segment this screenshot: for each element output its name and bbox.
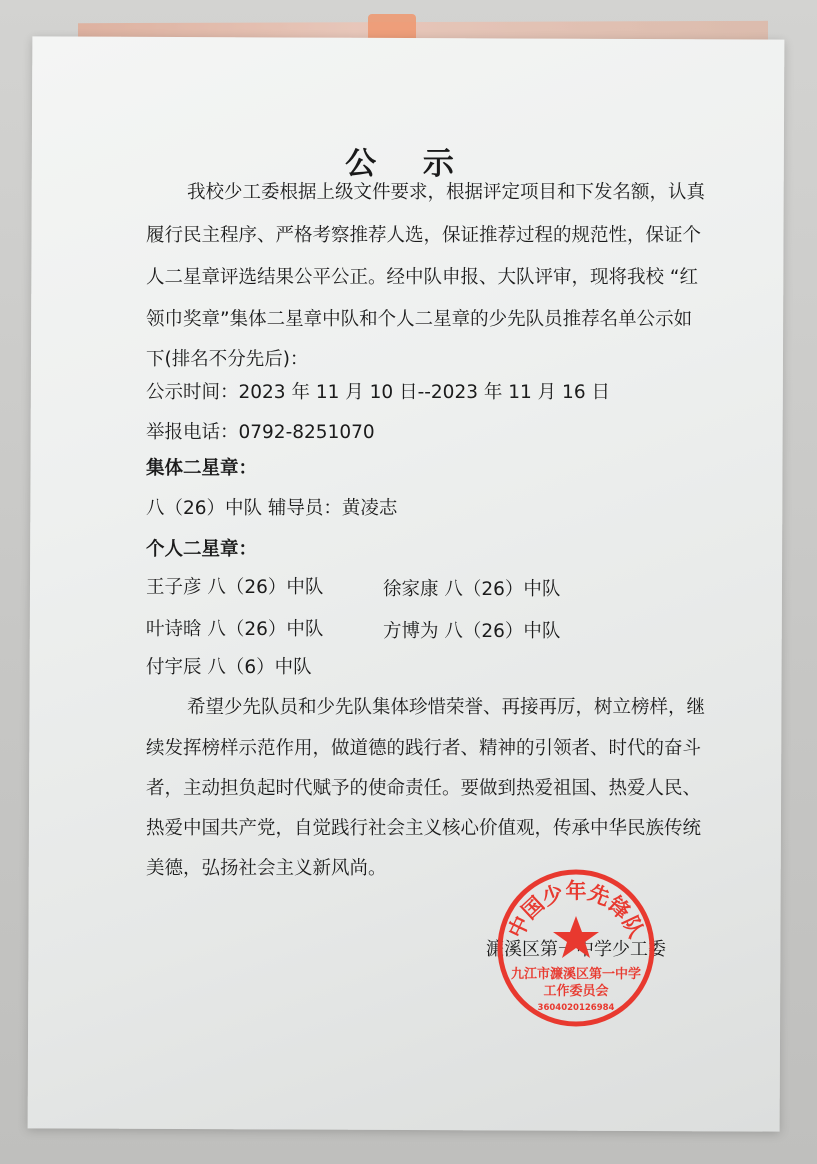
notice-title: 公 示	[345, 146, 472, 182]
individual-entry: 付宇辰 八（6）中队	[146, 657, 312, 678]
intro-line-4: 领巾奖章”集体二星章中队和个人二星章的少先队员推荐名单公示如	[146, 309, 693, 330]
seal-ring-text: 中国少年先锋队	[503, 879, 649, 942]
seal-line-1: 九江市濂溪区第一中学	[510, 967, 642, 982]
intro-line-1: 我校少工委根据上级文件要求，根据评定项目和下发名额，认真	[187, 182, 706, 203]
collective-heading: 集体二星章：	[146, 458, 258, 479]
individual-entry: 叶诗晗 八（26）中队	[146, 619, 324, 640]
closing-line-3: 者，主动担负起时代赋予的使命责任。要做到热爱祖国、热爱人民、	[146, 778, 702, 799]
seal-line-2: 工作委员会	[543, 984, 609, 999]
individual-entry: 方博为 八（26）中队	[383, 621, 561, 642]
intro-line-3: 人二星章评选结果公平公正。经中队申报、大队评审，现将我校 “红	[146, 267, 698, 288]
closing-line-1: 希望少先队员和少先队集体珍惜荣誉、再接再厉，树立榜样，继	[187, 697, 706, 718]
closing-line-5: 美德，弘扬社会主义新风尚。	[146, 858, 387, 879]
signature: 濂溪区第一中学少工委	[486, 939, 666, 960]
closing-line-4: 热爱中国共产党，自觉践行社会主义核心价值观，传承中华民族传统	[146, 818, 702, 839]
notice-period: 公示时间：2023 年 11 月 10 日--2023 年 11 月 16 日	[146, 382, 610, 403]
official-seal	[496, 868, 656, 1028]
closing-line-2: 续发挥榜样示范作用，做道德的践行者、精神的引领者、时代的奋斗	[146, 738, 702, 759]
seal-star-icon	[553, 916, 599, 958]
individual-entry: 王子彦 八（26）中队	[146, 577, 324, 598]
seal-number: 3604020126984	[537, 1003, 615, 1013]
report-phone: 举报电话：0792-8251070	[146, 422, 375, 443]
collective-entry: 八（26）中队 辅导员：黄凌志	[146, 498, 398, 519]
individual-entry: 徐家康 八（26）中队	[383, 579, 561, 600]
individual-heading: 个人二星章：	[146, 539, 258, 560]
intro-line-2: 履行民主程序、严格考察推荐人选，保证推荐过程的规范性，保证个	[146, 225, 702, 246]
intro-line-5: 下(排名不分先后)：	[146, 349, 309, 370]
